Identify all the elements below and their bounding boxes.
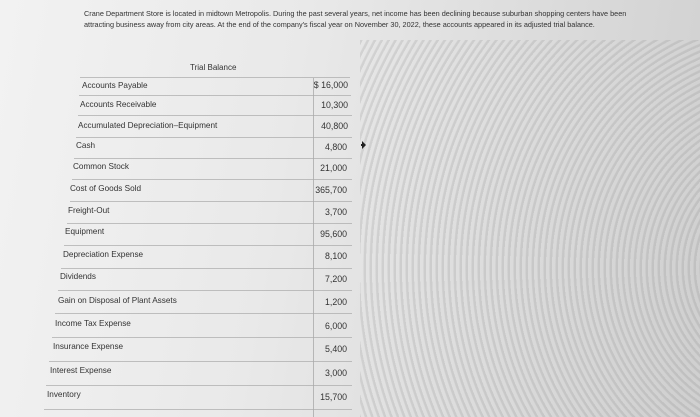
row-label-accounts-receivable: Accounts Receivable [80,100,157,109]
row-value-insurance-expense: 5,400 [324,344,347,354]
row-label-depreciation-expense: Depreciation Expense [63,250,144,259]
row-value-dividends: 7,200 [324,274,347,284]
row-value-common-stock: 21,000 [320,163,347,173]
row-label-inventory: Inventory [47,390,81,399]
row-value-accumulated-depreciation: 40,800 [321,121,348,131]
row-rule [55,313,352,314]
row-rule [49,361,352,362]
row-label-interest-expense: Interest Expense [50,366,112,375]
row-value-cost-of-goods-sold: 365,700 [315,185,347,195]
row-value-gain-on-disposal: 1,200 [324,297,347,307]
row-value-equipment: 95,600 [320,229,347,239]
row-rule [52,337,352,338]
row-rule [44,409,352,410]
row-label-common-stock: Common Stock [73,162,129,171]
row-label-gain-on-disposal: Gain on Disposal of Plant Assets [58,296,177,305]
row-value-cash: 4,800 [324,142,347,152]
row-value-accounts-receivable: 10,300 [321,100,348,110]
row-rule [67,223,352,224]
problem-intro-text: Crane Department Store is located in midtown Metropolis. During the past several years, net income has been declining because suburban shopping centers have been attracting business away from city areas. At the end of the company's fiscal year on November 30, 2022, these accounts appeared in its adjusted trial balance. [84,9,627,29]
row-label-equipment: Equipment [65,227,105,236]
row-label-income-tax-expense: Income Tax Expense [55,319,131,328]
trial-balance-header: Trial Balance [190,63,237,72]
row-value-accounts-payable: $ 16,000 [313,80,348,90]
mouse-pointer-stem [361,144,363,146]
row-label-accounts-payable: Accounts Payable [82,81,148,90]
row-label-cost-of-goods-sold: Cost of Goods Sold [70,184,141,193]
row-value-inventory: 15,700 [320,392,347,402]
row-rule [46,385,352,386]
row-rule [79,95,351,96]
row-value-interest-expense: 3,000 [324,368,347,378]
row-rule [70,201,352,202]
row-rule [72,179,352,180]
row-label-accumulated-depreciation: Accumulated Depreciation–Equipment [78,121,218,130]
row-rule [64,245,352,246]
row-rule [61,268,352,269]
row-rule [76,137,352,138]
moire-pattern [360,40,700,417]
row-value-depreciation-expense: 8,100 [324,251,347,261]
row-value-income-tax-expense: 6,000 [324,321,347,331]
row-rule [78,115,352,116]
row-label-insurance-expense: Insurance Expense [53,342,124,351]
row-label-cash: Cash [76,141,96,150]
row-rule [80,77,350,78]
row-label-dividends: Dividends [60,272,96,281]
row-rule [58,290,352,291]
row-rule [74,158,352,159]
row-label-freight-out: Freight-Out [68,206,110,215]
row-value-freight-out: 3,700 [324,207,347,217]
